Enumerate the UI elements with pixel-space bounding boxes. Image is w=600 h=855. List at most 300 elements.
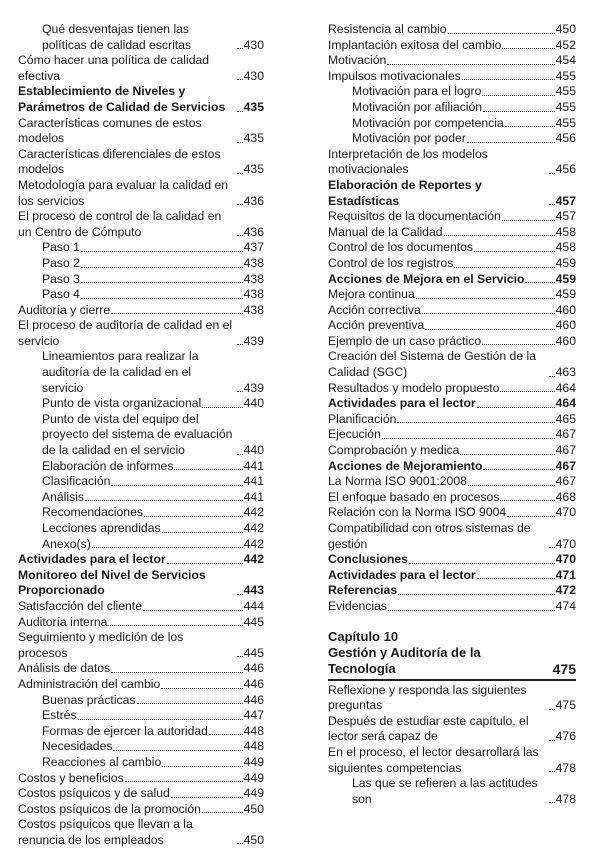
toc-entry[interactable] [328, 745, 576, 776]
dot-leader [81, 267, 243, 268]
toc-entry-title: Clasificación [42, 474, 111, 489]
toc-entry-page: 472 [555, 583, 576, 598]
toc-entry-page: 459 [555, 271, 576, 286]
chapter-title: Gestión y Auditoría de la Tecnología [328, 644, 481, 676]
toc-entry[interactable] [18, 630, 264, 661]
toc-entry-title: Creación del Sistema de Gestión de la Calidad (SGC) [328, 349, 536, 380]
dot-leader [549, 376, 555, 377]
toc-entry-title: Acciones de Mejora en el Servicio [328, 271, 525, 286]
dot-leader [81, 282, 243, 283]
dot-leader [237, 391, 243, 392]
toc-entry-page: 438 [243, 255, 264, 270]
toc-entry-title: Costos psíquicos que llevan a la renuncia de los empleados [18, 817, 193, 847]
dot-leader [81, 298, 243, 299]
toc-entry-title: El enfoque basado en procesos [328, 489, 500, 504]
dot-leader [108, 625, 242, 626]
toc-entry[interactable] [328, 287, 576, 303]
toc-entry-page: 467 [555, 443, 576, 458]
toc-entry-page: 460 [555, 302, 576, 317]
toc-entry-page: 474 [555, 598, 576, 613]
toc-entry[interactable] [18, 568, 264, 599]
toc-entry[interactable] [328, 116, 576, 132]
dot-leader [398, 594, 555, 595]
dot-leader [162, 532, 243, 533]
toc-entry-page: 450 [243, 801, 264, 816]
toc-entry-title: Paso 1 [42, 240, 80, 255]
toc-entry[interactable] [18, 755, 264, 771]
toc-entry[interactable] [18, 240, 264, 256]
toc-entry[interactable] [18, 786, 264, 802]
dot-leader [237, 594, 243, 595]
dot-leader [143, 610, 243, 611]
toc-entry-title: Necesidades [42, 739, 113, 754]
toc-entry[interactable] [328, 599, 576, 615]
toc-entry-title: Conclusiones [328, 552, 408, 567]
dot-leader [171, 797, 243, 798]
dot-leader [549, 740, 555, 741]
dot-leader [482, 344, 555, 345]
toc-entry-page: 464 [555, 396, 576, 411]
dot-leader [422, 313, 555, 314]
dot-leader [525, 282, 554, 283]
dot-leader [549, 771, 555, 772]
toc-entry-page: 457 [555, 193, 576, 208]
dot-leader [549, 709, 555, 710]
toc-entry[interactable] [18, 739, 264, 755]
dot-leader [416, 298, 555, 299]
toc-entry-page: 455 [555, 84, 576, 99]
toc-entry[interactable] [328, 583, 576, 599]
toc-entry-title: Control de los registros [328, 255, 454, 270]
toc-entry[interactable] [18, 22, 264, 53]
dot-leader [467, 142, 555, 143]
dot-leader [111, 672, 243, 673]
chapter-heading [328, 629, 576, 808]
toc-entry-title: Planificación [328, 411, 397, 426]
toc-entry-page: 456 [555, 131, 576, 146]
toc-entry[interactable] [18, 677, 264, 693]
toc-entry-title: Implantación exitosa del cambio [328, 37, 502, 52]
dot-leader [237, 454, 243, 455]
toc-entry-page: 436 [243, 193, 264, 208]
dot-leader [237, 656, 243, 657]
toc-entry[interactable] [18, 209, 264, 240]
toc-entry-title: Motivación por competencia [352, 115, 504, 130]
toc-entry-title: Después de estudiar este capítulo, el lector será capaz de [328, 713, 529, 744]
toc-entry[interactable] [328, 240, 576, 256]
toc-entry-title: Motivación para el logro [352, 84, 482, 99]
toc-entry[interactable] [18, 287, 264, 303]
toc-entry[interactable] [328, 209, 576, 225]
dot-leader [502, 48, 554, 49]
toc-entry-title: Ejemplo de un caso práctico [328, 333, 482, 348]
toc-entry-page: 457 [555, 209, 576, 224]
toc-entry-title: Qué desventajas tienen las políticas de calidad escritas [42, 22, 192, 52]
toc-entry-page: 460 [555, 318, 576, 333]
toc-entry-page: 430 [243, 37, 264, 52]
toc-entry[interactable] [328, 505, 576, 521]
toc-entry[interactable] [18, 724, 264, 740]
toc-entry[interactable] [18, 661, 264, 677]
chapter-title-row[interactable] [328, 645, 576, 677]
toc-entry[interactable] [328, 776, 576, 807]
toc-entry-page: 450 [555, 22, 576, 36]
toc-entry-title: Evidencias [328, 598, 387, 613]
dot-leader [113, 750, 242, 751]
toc-entry-title: Interpretación de los modelos motivacionales [328, 146, 488, 177]
toc-entry-title: Comprobación y medica [328, 443, 460, 458]
toc-entry[interactable] [18, 256, 264, 272]
toc-entry[interactable] [328, 22, 576, 38]
toc-entry[interactable] [328, 568, 576, 584]
toc-entry-title: Ejecución [328, 427, 381, 442]
toc-entry-page: 436 [243, 224, 264, 239]
toc-entry-title: Auditoría y cierre [18, 302, 111, 317]
toc-entry-page: 435 [243, 99, 264, 114]
toc-entry-title: Acción preventiva [328, 318, 425, 333]
dot-leader [144, 516, 243, 517]
dot-leader [237, 48, 243, 49]
toc-entry-title: Lecciones aprendidas [42, 521, 161, 535]
toc-entry-page: 452 [555, 37, 576, 52]
dot-leader [162, 766, 242, 767]
dot-leader [425, 329, 554, 330]
toc-entry[interactable] [18, 490, 264, 506]
toc-entry[interactable] [18, 802, 264, 818]
toc-entry[interactable] [18, 817, 264, 848]
toc-entry[interactable] [18, 412, 264, 459]
toc-entry[interactable] [328, 427, 576, 443]
toc-entry-page: 442 [243, 505, 264, 520]
toc-entry-page: 441 [243, 458, 264, 473]
toc-entry-page: 441 [243, 474, 264, 489]
toc-entry-page: 475 [555, 698, 576, 713]
toc-entry[interactable] [18, 147, 264, 178]
dot-leader [125, 781, 243, 782]
dot-leader [409, 563, 555, 564]
toc-entry[interactable] [18, 537, 264, 553]
toc-entry-page: 478 [555, 791, 576, 806]
toc-entry[interactable] [18, 599, 264, 615]
toc-entry-page: 467 [555, 458, 576, 473]
toc-entry-page: 438 [243, 271, 264, 286]
toc-entry-title: Actividades para el lector [18, 552, 166, 567]
toc-entry-title: Requisitos de la documentación [328, 209, 501, 224]
toc-entry-page: 460 [555, 333, 576, 348]
toc-entry[interactable] [18, 349, 264, 396]
toc-entry[interactable] [18, 615, 264, 631]
toc-entry-title: En el proceso, el lector desarrollará las siguientes competencias [328, 744, 539, 775]
toc-entry[interactable] [18, 771, 264, 787]
toc-entry-title: Relación con la Norma ISO 9004 [328, 505, 507, 520]
toc-entry[interactable] [328, 714, 576, 745]
toc-entry-page: 442 [243, 536, 264, 551]
toc-entry[interactable] [18, 708, 264, 724]
toc-entry-page: 454 [555, 53, 576, 68]
toc-entry-title: Reflexione y responda las siguientes preguntas [328, 682, 527, 713]
toc-entry[interactable] [328, 225, 576, 241]
toc-entry[interactable] [18, 474, 264, 490]
dot-leader [85, 500, 243, 501]
toc-entry-page: 455 [555, 115, 576, 130]
toc-entry[interactable] [18, 53, 264, 84]
dot-leader [500, 391, 554, 392]
toc-entry[interactable] [328, 147, 576, 178]
toc-entry[interactable] [328, 334, 576, 350]
dot-leader [237, 173, 243, 174]
dot-leader [387, 64, 554, 65]
dot-leader [549, 204, 555, 205]
toc-entry-page: 437 [243, 240, 264, 255]
toc-entry[interactable] [328, 303, 576, 319]
toc-entry-title: Costos psíquicos y de salud [18, 786, 170, 801]
toc-entry[interactable] [18, 693, 264, 709]
toc-entry-title: Costos psíquicos de la promoción [18, 801, 201, 816]
dot-leader [397, 422, 554, 423]
toc-entry-title: Satisfacción del cliente [18, 598, 142, 613]
dot-leader [507, 516, 554, 517]
toc-entry[interactable] [18, 178, 264, 209]
toc-entry-title: Monitoreo del Nivel de Servicios Proporcionado [18, 567, 206, 598]
toc-entry-page: 463 [555, 365, 576, 380]
dot-leader [468, 485, 555, 486]
toc-entry[interactable] [18, 552, 264, 568]
toc-entry-page: 456 [555, 162, 576, 177]
toc-entry-page: 458 [555, 224, 576, 239]
toc-entry-page: 455 [555, 68, 576, 83]
toc-entry-title: Anexo(s) [42, 536, 91, 551]
dot-leader [483, 111, 555, 112]
toc-entry[interactable] [328, 683, 576, 714]
toc-entry-title: Recomendaciones [42, 505, 143, 520]
toc-entry-page: 445 [243, 645, 264, 660]
toc-entry-page: 440 [243, 443, 264, 458]
toc-entry-page: 445 [243, 614, 264, 629]
dot-leader [448, 33, 555, 34]
dot-leader [549, 802, 555, 803]
dot-leader [174, 469, 242, 470]
toc-entry-title: Referencias [328, 583, 398, 598]
toc-entry-title: La Norma ISO 9001:2008 [328, 474, 467, 489]
toc-entry-page: 440 [243, 396, 264, 411]
toc-entry[interactable] [328, 318, 576, 334]
toc-entry-title: Estrés [42, 708, 77, 723]
dot-leader [111, 313, 243, 314]
toc-entry-page: 476 [555, 729, 576, 744]
dot-leader [388, 610, 555, 611]
toc-entry-page: 443 [243, 583, 264, 598]
toc-entry-page: 438 [243, 302, 264, 317]
toc-entry-page: 438 [243, 287, 264, 302]
toc-entry-page: 449 [243, 754, 264, 769]
toc-entry-title: Actividades para el lector [328, 567, 476, 582]
dot-leader [237, 79, 243, 80]
toc-entry-page: 455 [555, 99, 576, 114]
toc-entry-title: Control de los documentos [328, 240, 473, 255]
toc-entry[interactable] [328, 256, 576, 272]
toc-entry-page: 470 [555, 552, 576, 567]
toc-entry-title: Mejora continua [328, 287, 415, 302]
dot-leader [78, 719, 243, 720]
toc-entry-title: Análisis de datos [18, 661, 111, 676]
toc-entry-page: 442 [243, 552, 264, 567]
dot-leader [462, 79, 555, 80]
dot-leader [237, 204, 243, 205]
toc-left-column [18, 22, 264, 848]
toc-entry[interactable] [328, 349, 576, 380]
toc-entry[interactable] [18, 116, 264, 147]
toc-entry[interactable] [328, 552, 576, 568]
toc-entry[interactable] [328, 178, 576, 209]
toc-entry-title: Motivación por poder [352, 131, 466, 146]
toc-entry-title: Reacciones al cambio [42, 754, 162, 769]
toc-entry-title: Resistencia al cambio [328, 22, 447, 36]
toc-entry[interactable] [328, 459, 576, 475]
dot-leader [237, 344, 243, 345]
dot-leader [137, 703, 243, 704]
toc-entry-page: 464 [555, 380, 576, 395]
dot-leader [549, 173, 555, 174]
toc-entry-page: 435 [243, 162, 264, 177]
toc-entry-page: 467 [555, 427, 576, 442]
toc-entry-page: 444 [243, 598, 264, 613]
toc-entry-title: Impulsos motivacionales [328, 68, 461, 83]
toc-entry[interactable] [328, 490, 576, 506]
toc-entry-page: 467 [555, 474, 576, 489]
toc-entry-page: 447 [243, 708, 264, 723]
toc-entry-title: Acciones de Mejoramiento [328, 458, 483, 473]
dot-leader [444, 235, 555, 236]
toc-entry[interactable] [18, 505, 264, 521]
toc-entry[interactable] [18, 303, 264, 319]
chapter-number: Capítulo 10 [328, 628, 399, 644]
dot-leader [81, 251, 243, 252]
dot-leader [483, 469, 554, 470]
toc-entry[interactable] [18, 396, 264, 412]
toc-entry-title: Cómo hacer una política de calidad efectiva [18, 53, 210, 83]
toc-entry-title: Lineamientos para realizar la auditoría de la calidad en el servicio [42, 349, 199, 395]
toc-entry[interactable] [328, 474, 576, 490]
toc-entry[interactable] [18, 521, 264, 537]
toc-entry-title: El proceso de auditoría de calidad en el servicio [18, 318, 233, 348]
toc-entry-page: 448 [243, 739, 264, 754]
toc-entry-title: Auditoría interna [18, 614, 108, 629]
toc-entry-page: 449 [243, 786, 264, 801]
toc-entry-page: 450 [243, 832, 264, 847]
toc-entry-title: Las que se refieren a las actitudes son [352, 776, 538, 806]
dot-leader [474, 251, 555, 252]
dot-leader [237, 843, 243, 844]
toc-entry-title: Elaboración de Reportes y Estadísticas [328, 177, 482, 208]
toc-entry-title: El proceso de control de la calidad en un Centro de Cómputo [18, 209, 222, 239]
dot-leader [111, 485, 242, 486]
toc-entry-title: Buenas prácticas [42, 692, 136, 707]
dot-leader [167, 563, 243, 564]
toc-entry-title: Paso 2 [42, 255, 80, 270]
toc-entry-title: Actividades para el lector [328, 396, 476, 411]
toc-entry-page: 449 [243, 770, 264, 785]
toc-entry-page: 446 [243, 661, 264, 676]
dot-leader [202, 407, 242, 408]
toc-entry-title: Elaboración de informes [42, 458, 174, 473]
toc-entry[interactable] [328, 38, 576, 54]
dot-leader [549, 547, 555, 548]
dot-leader [209, 734, 243, 735]
toc-entry-page: 430 [243, 68, 264, 83]
toc-entry-page: 459 [555, 287, 576, 302]
dot-leader [454, 267, 554, 268]
toc-entry-page: 439 [243, 380, 264, 395]
toc-entry-title: Metodología para evaluar la calidad en los servicios [18, 177, 229, 208]
toc-entry-title: Características comunes de estos modelos [18, 115, 202, 146]
toc-entry[interactable] [328, 521, 576, 552]
dot-leader [237, 142, 243, 143]
toc-entry-title: Administración del cambio [18, 676, 161, 691]
toc-entry-page: 459 [555, 255, 576, 270]
toc-entry[interactable] [328, 412, 576, 428]
dot-leader [500, 500, 554, 501]
toc-entry[interactable] [328, 272, 576, 288]
dot-leader [161, 688, 242, 689]
dot-leader [237, 235, 243, 236]
dot-leader [460, 454, 554, 455]
dot-leader [477, 407, 555, 408]
toc-entry-title: Análisis [42, 489, 84, 504]
toc-entry-page: 442 [243, 521, 264, 535]
toc-entry[interactable] [328, 69, 576, 85]
toc-entry-title: Costos y beneficios [18, 770, 124, 785]
toc-entry[interactable] [328, 381, 576, 397]
toc-entry-title: Paso 4 [42, 287, 80, 302]
toc-entry[interactable] [328, 396, 576, 412]
dot-leader [92, 547, 243, 548]
toc-entry[interactable] [328, 53, 576, 69]
dot-leader [202, 812, 243, 813]
toc-entry-title: Punto de vista del equipo del proyecto del sistema de evaluación de la calidad en el servicio [42, 411, 233, 458]
toc-entry-page: 441 [243, 489, 264, 504]
dot-leader [477, 578, 555, 579]
toc-entry-page: 458 [555, 240, 576, 255]
toc-entry-page: 435 [243, 131, 264, 146]
toc-entry[interactable] [328, 100, 576, 116]
toc-entry[interactable] [18, 84, 264, 115]
toc-entry[interactable] [328, 443, 576, 459]
chapter-rule [328, 679, 576, 681]
toc-entry-page: 448 [243, 723, 264, 738]
toc-entry-page: 478 [555, 760, 576, 775]
toc-entry-page: 446 [243, 692, 264, 707]
toc-entry-title: Resultados y modelo propuesto [328, 380, 500, 395]
toc-entry[interactable] [18, 318, 264, 349]
toc-entry-page: 470 [555, 505, 576, 520]
toc-entry-title: Acción correctiva [328, 302, 421, 317]
toc-entry[interactable] [328, 131, 576, 147]
toc-entry-title: Motivación [328, 53, 387, 68]
toc-entry-page: 470 [555, 536, 576, 551]
toc-entry[interactable] [18, 459, 264, 475]
toc-entry-page: 465 [555, 411, 576, 426]
dot-leader [482, 95, 554, 96]
toc-entry[interactable] [18, 272, 264, 288]
toc-entry-title: Características diferenciales de estos modelos [18, 146, 221, 177]
dot-leader [382, 438, 555, 439]
toc-entry-title: Punto de vista organizacional [42, 396, 202, 411]
toc-entry-page: 446 [243, 676, 264, 691]
toc-entry-title: Establecimiento de Niveles y Parámetros de Calidad de Servicios [18, 84, 226, 114]
toc-entry[interactable] [328, 84, 576, 100]
dot-leader [237, 111, 243, 112]
toc-entry-page: 471 [555, 567, 576, 582]
